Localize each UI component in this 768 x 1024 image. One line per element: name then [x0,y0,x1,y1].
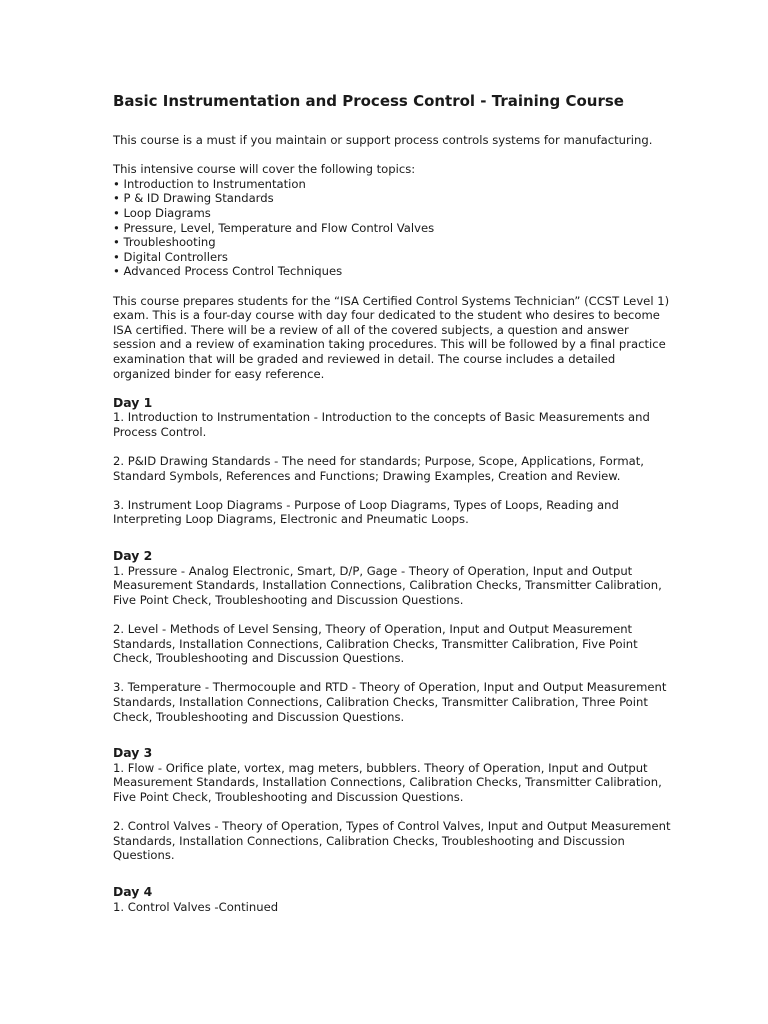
day-1-item: 2. P&ID Drawing Standards - The need for standards; Purpose, Scope, Applications, Format, Standard Symbols, References and Functions; Drawing Examples, Creation and Review. [113,454,644,483]
day-3-item: 2. Control Valves - Theory of Operation, Types of Control Valves, Input and Output Measurement Standards, Installation Connections, Calibration Checks, Troubleshooting and Discussion Questions. [113,819,671,863]
day-3-item: 1. Flow - Orifice plate, vortex, mag meters, bubblers. Theory of Operation, Input and Output Measurement Standards, Installation Connections, Calibration Checks, Transmitter Calibration, Five Point Check, Troubleshooting and Discussion Questions. [113,760,662,804]
day-4-item: 1. Control Valves -Continued [113,899,279,914]
topics-section [113,162,673,279]
intro-paragraph: This course is a must if you maintain or support process controls systems for manufacturing. [113,133,653,147]
day-2-section [113,549,673,724]
course-description: This course prepares students for the “ISA Certified Control Systems Technician” (CCST Level 1) exam. This is a four-day course with day four dedicated to the student who desires to become ISA certified. There will be a review of all of the covered subjects, a question and answer session and a review of examination taking procedures. This will be followed by a final practice examination that will be graded and reviewed in detail. The course includes a detailed organized binder for easy reference. [113,293,670,381]
day-2-item: 1. Pressure - Analog Electronic, Smart, D/P, Gage - Theory of Operation, Input and Output Measurement Standards, Installation Connections, Calibration Checks, Transmitter Calibration, Five Point Check, Troubleshooting and Discussion Questions. [113,563,662,607]
day-heading: Day 3 [113,745,153,761]
day-heading: Day 4 [113,883,153,899]
day-4-section [113,885,673,914]
day-1-item: 3. Instrument Loop Diagrams - Purpose of Loop Diagrams, Types of Loops, Reading and Interpreting Loop Diagrams, Electronic and Pneumatic Loops. [113,497,619,527]
topic-item: • Loop Diagrams [113,205,211,220]
day-2-item: 3. Temperature - Thermocouple and RTD - Theory of Operation, Input and Output Measurement Standards, Installation Connections, Calibration Checks, Transmitter Calibration, Three Point Check, Troubleshooting and Discussion Questions. [113,680,667,724]
topic-item: • Introduction to Instrumentation [113,176,306,191]
day-1-section [113,396,673,527]
document-page [113,92,673,914]
topic-item: • Digital Controllers [113,249,228,264]
day-heading: Day 2 [113,548,153,564]
topic-item: • P & ID Drawing Standards [113,191,274,206]
day-heading: Day 1 [113,394,153,410]
day-2-item: 2. Level - Methods of Level Sensing, Theory of Operation, Input and Output Measurement Standards, Installation Connections, Calibration Checks, Transmitter Calibration, Five Point Check, Troubleshooting and Discussion Questions. [113,622,638,666]
topics-intro: This intensive course will cover the following topics: [113,162,416,177]
topic-item: • Advanced Process Control Techniques [113,264,343,279]
day-1-item: 1. Introduction to Instrumentation - Introduction to the concepts of Basic Measurements and Process Control. [113,410,650,439]
topics-list [113,177,673,279]
day-3-section [113,746,673,863]
topic-item: • Troubleshooting [113,235,216,250]
topic-item: • Pressure, Level, Temperature and Flow Control Valves [113,220,435,235]
document-title: Basic Instrumentation and Process Control - Training Course [113,92,624,110]
